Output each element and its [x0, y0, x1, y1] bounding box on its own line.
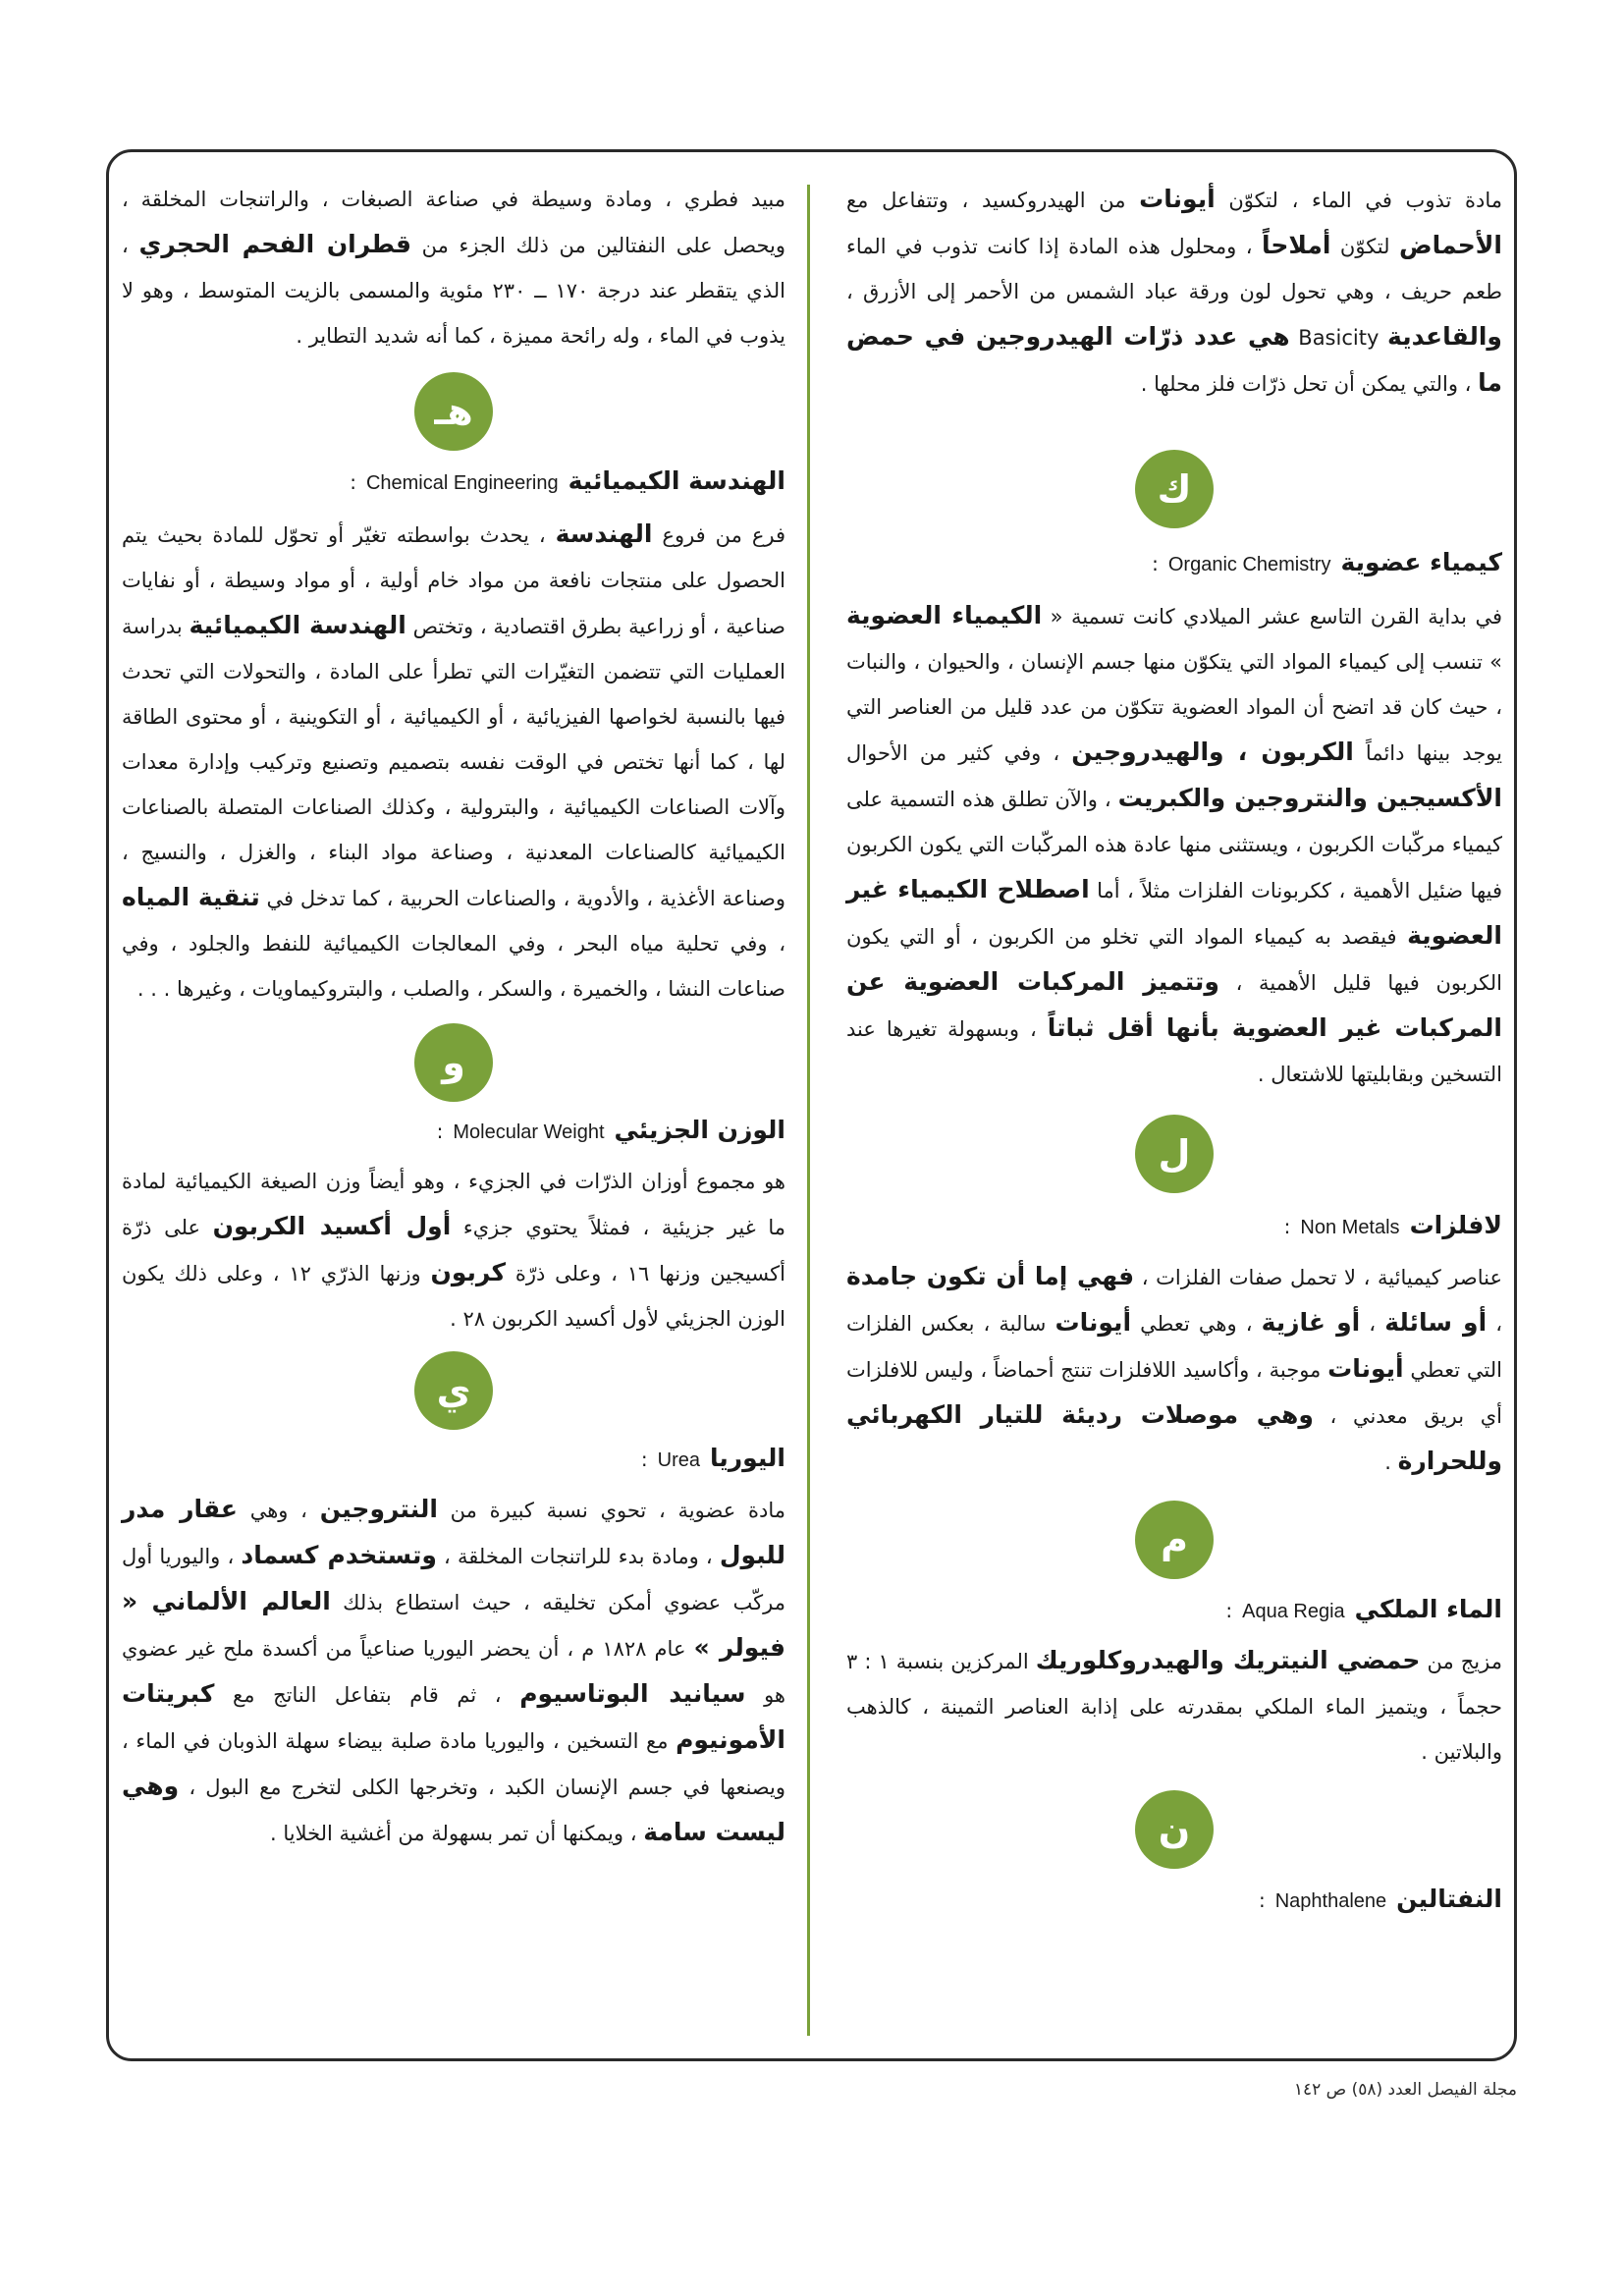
letter-badge: م — [1135, 1501, 1214, 1579]
entry-title-en: Aqua Regia — [1242, 1601, 1345, 1622]
bold-term: عقار مدر للبول — [122, 1495, 786, 1569]
bold-term: الكربون ، والهيدروجين — [1071, 738, 1354, 766]
letter-badge-wrap — [122, 372, 785, 451]
entry-title-en: Chemical Engineering — [365, 472, 559, 494]
bold-term: فهي إما أن تكون جامدة — [846, 1262, 1135, 1290]
text-run: من الهيدروكسيد ، وتتفاعل مع — [846, 189, 1140, 212]
letter-badge: ن — [1135, 1790, 1214, 1869]
entry-title-en: Naphthalene — [1274, 1890, 1387, 1912]
entry-title-en: Urea — [657, 1449, 700, 1471]
bold-term: العالم الألماني « فيولر » — [122, 1587, 786, 1662]
right-column — [846, 177, 1502, 1922]
entry-title-ar: النفتالين — [1396, 1885, 1502, 1913]
text-run: ، ويمكنها أن تمر بسهولة من أغشية الخلايا . — [269, 1822, 644, 1845]
letter-badge-wrap — [846, 450, 1502, 528]
text-run: . — [1384, 1450, 1398, 1474]
text-run: ، — [1487, 1312, 1503, 1336]
entry-title-ar: الوزن الجزيئي — [614, 1116, 785, 1144]
paragraph — [846, 1638, 1502, 1775]
entry-title-ar: اليوريا — [709, 1444, 785, 1472]
entry-title-ar: لافلزات — [1409, 1211, 1502, 1239]
paragraph — [122, 1159, 785, 1341]
text-run: ، الذي يتقطر عند درجة ١٧٠ ــ ٢٣٠ مئوية والمسمى بالزيت المتوسط ، وهو لا يذوب في الماء ، وله رائحة مميزة ، كما أنه شديد التطاير . — [122, 234, 785, 348]
bold-term: كربون — [430, 1258, 507, 1286]
bold-term: وتتميز المركبات العضوية عن المركبات غير العضوية بأنها أقل ثباتاً — [846, 967, 1503, 1042]
entry-heading: لافلزات Non Metals : — [846, 1205, 1502, 1248]
column-divider — [807, 185, 810, 2036]
text-run: لتكوّن — [1330, 235, 1399, 258]
entry-title-en: Organic Chemistry — [1167, 554, 1331, 575]
bold-term: وهي موصلات رديئة للتيار الكهربائي وللحرارة — [846, 1400, 1502, 1475]
text-run: مع التسخين ، واليوريا مادة صلبة بيضاء سهلة الذوبان في الماء ، ويصنعها في جسم الإنسان الكبد ، وتخرجها الكلى لتخرج مع البول ، — [122, 1729, 785, 1799]
bold-term: النتروجين — [319, 1495, 438, 1523]
paragraph — [122, 1487, 785, 1856]
bold-term: سيانيد البوتاسيوم — [519, 1679, 746, 1708]
text-run: ، وفي كثير من الأحوال — [846, 741, 1072, 765]
bold-term: أو غازية — [1261, 1308, 1361, 1337]
bold-term: كبريتات الأمونيوم — [122, 1679, 785, 1754]
paragraph — [846, 1254, 1502, 1485]
text-run: ، وبسهولة تغيرها عند التسخين وبقابليتها للاشتعال . — [846, 1017, 1502, 1086]
text-run: ، ثم قام بتفاعل الناتج مع — [214, 1683, 520, 1707]
text-run: عناصر كيميائية ، لا تحمل صفات الفلزات ، — [1134, 1266, 1503, 1289]
letter-badge: هـ — [414, 372, 493, 451]
paragraph — [122, 177, 785, 358]
text-run: مبيد فطري ، ومادة وسيطة في صناعة الصبغات ، والراتنجات المخلقة ، ويحصل على النفتالين من ذلك الجزء من — [122, 188, 786, 257]
letter-badge: ل — [1135, 1115, 1214, 1193]
text-run: وزنها الذرّي ١٢ ، وعلى ذلك يكون الوزن الجزيئي لأول أكسيد الكربون ٢٨ . — [122, 1262, 785, 1331]
text-run: مزيج من — [1420, 1650, 1502, 1673]
entry-heading: الماء الملكي Aqua Regia : — [846, 1589, 1502, 1632]
entry-heading: الوزن الجزيئي Molecular Weight : — [122, 1110, 785, 1153]
letter-badge-wrap — [846, 1790, 1502, 1869]
bold-term: وتستخدم كسماد — [241, 1541, 437, 1569]
text-run: بدراسة العمليات التي تتضمن التغيّرات التي تطرأ على المادة ، والتحولات التي تحدث فيها بالنسبة لخواصها الفيزيائية ، أو الكيميائية ، أو التكوينية ، أو محتوى الطاقة لها ، كما أنها تختص في الوقت نفسه بتصميم وتصنيع وتركيب وإدارة معدات وآلات الصناعات الكيميائية ، والبترولية ، وكذلك الصناعات المتصلة بالصناعات الكيميائية كالصناعات المعدنية ، وصناعة مواد البناء ، والغزل ، والنسيج ، وصناعة الأغذية ، والأدوية ، والصناعات الحربية ، كما تدخل في — [122, 615, 785, 910]
bold-term: الهندسة الكيميائية — [189, 611, 406, 639]
bold-term: وهي ليست سامة — [122, 1772, 785, 1846]
bold-term: الهندسة — [555, 519, 653, 548]
text-run: سالبة ، بعكس الفلزات التي تعطي — [846, 1312, 1502, 1382]
bold-term: قطران الفحم الحجري — [138, 230, 412, 258]
entry-heading: كيمياء عضوية Organic Chemistry : — [846, 542, 1502, 585]
text-run: ، — [1360, 1312, 1385, 1336]
paragraph — [846, 593, 1502, 1097]
bold-term: أو سائلة — [1384, 1308, 1488, 1337]
text-run: ، ومادة بدء للراتنجات المخلقة ، — [436, 1545, 720, 1568]
letter-badge: ي — [414, 1351, 493, 1430]
bold-term: والقاعدية — [1387, 322, 1502, 351]
text-run: ، وهي تعطي — [1131, 1312, 1262, 1336]
entry-heading: النفتالين Naphthalene : — [846, 1879, 1502, 1922]
letter-badge-wrap — [846, 1501, 1502, 1579]
entry-heading: الهندسة الكيميائية Chemical Engineering : — [122, 461, 785, 504]
text-run: مادة تذوب في الماء ، لتكوّن — [1215, 189, 1502, 212]
page-footer: مجلة الفيصل العدد (٥٨) ص ١٤٢ — [1293, 2080, 1517, 2100]
letter-badge: ك — [1135, 450, 1214, 528]
paragraph — [846, 177, 1502, 407]
entry-title-ar: الماء الملكي — [1354, 1595, 1502, 1623]
letter-badge-wrap — [122, 1023, 785, 1102]
letter-badge: و — [414, 1023, 493, 1102]
entry-heading: اليوريا Urea : — [122, 1438, 785, 1481]
text-run: » تنسب إلى كيمياء المواد التي يتكوّن منها جسم الإنسان ، والحيوان ، والنبات ، حيث كان قد اتضح أن المواد العضوية تتكوّن من عدد قليل من العناصر التي يوجد بينها دائماً — [846, 650, 1502, 765]
bold-term: أيونات — [1055, 1308, 1132, 1337]
text-run: ، والآن تطلق هذه التسمية على كيمياء مركّبات الكربون ، ويستثنى منها عادة هذه المركّبات التي يكون الكربون فيها ضئيل الأهمية ، ككربونات الفلزات مثلاً ، أما — [846, 788, 1502, 902]
text-run: ، ومحلول هذه المادة إذا كانت تذوب في الماء طعم حريف ، وهي تحول لون ورقة عباد الشمس من الأحمر إلى الأزرق ، — [846, 235, 1502, 303]
text-run: هو مجموع أوزان الذرّات في الجزيء ، وهو أيضاً وزن الصيغة الكيميائية لمادة ما غير جزيئية ، فمثلاً يحتوي جزيء — [122, 1170, 785, 1239]
text-run: ، واليوريا أول مركّب عضوي أمكن تخليقه ، حيث استطاع بذلك — [122, 1545, 785, 1614]
text-run: مادة عضوية ، تحوي نسبة كبيرة من — [437, 1499, 785, 1522]
bold-term: أملاحاً — [1262, 231, 1331, 259]
entry-title-ar: الهندسة الكيميائية — [568, 466, 785, 495]
bold-term: أيونات — [1327, 1354, 1404, 1383]
entry-title-en: Non Metals — [1300, 1217, 1400, 1238]
left-column — [122, 177, 785, 1856]
bold-term: الكيمياء العضوية — [846, 601, 1043, 629]
bold-term: اصطلاح الكيمياء غير العضوية — [846, 875, 1502, 950]
letter-badge-wrap — [846, 1115, 1502, 1193]
text-run: ، وفي تحلية مياه البحر ، وفي المعالجات الكيميائية للنفط والجلود ، وفي صناعات النشا ، والخميرة ، والسكر ، والصلب ، والبتروكيماويات ، وغيرها . . . — [122, 932, 785, 1001]
paragraph — [122, 512, 785, 1011]
text-run: على ذرّة أكسيجين وزنها ١٦ ، وعلى ذرّة — [122, 1216, 785, 1285]
text-run: فيقصد به كيمياء المواد التي تخلو من الكربون ، أو التي يكون الكربون فيها قليل الأهمية ، — [846, 925, 1503, 995]
entry-title-en: Molecular Weight — [453, 1121, 605, 1143]
bold-term: الأحماض — [1399, 231, 1502, 259]
bold-term: تنقية المياه — [122, 883, 260, 911]
text-run: Basicity — [1289, 326, 1388, 350]
text-run: المركزين بنسبة ١ : ٣ حجماً ، ويتميز الماء الملكي بمقدرته على إذابة العناصر الثمينة ، كالذهب والبلاتين . — [846, 1650, 1502, 1764]
letter-badge-wrap — [122, 1351, 785, 1430]
bold-term: الأكسيجين والنتروجين والكبريت — [1117, 784, 1503, 812]
entry-title-ar: كيمياء عضوية — [1340, 548, 1502, 576]
text-run: ، يحدث بواسطته تغيّر أو تحوّل للمادة بحيث يتم الحصول على منتجات نافعة من مواد خام أولية ، أو مواد وسيطة ، أو نفايات صناعية ، أو زراعية بطرق اقتصادية ، وتختص — [122, 523, 785, 638]
bold-term: هي عدد ذرّات الهيدروجين في حمض ما — [846, 322, 1502, 397]
bold-term: حمضي النيتريك والهيدروكلوريك — [1035, 1646, 1421, 1674]
text-run: في بداية القرن التاسع عشر الميلادي كانت تسمية « — [1042, 605, 1503, 629]
bold-term: أيونات — [1139, 185, 1216, 213]
bold-term: أول أكسيد الكربون — [212, 1212, 452, 1240]
text-run: ، وهي — [237, 1499, 320, 1522]
text-run: عام ١٨٢٨ م ، أن يحضر اليوريا صناعياً من أكسدة ملح غير عضوي هو — [122, 1637, 786, 1707]
text-run: فرع من فروع — [652, 523, 786, 547]
text-run: ، والتي يمكن أن تحل ذرّات فلز محلها . — [1140, 372, 1479, 396]
text-run: موجبة ، وأكاسيد اللافلزات تنتج أحماضاً ، وليس للافلزات أي بريق معدني ، — [846, 1358, 1502, 1428]
